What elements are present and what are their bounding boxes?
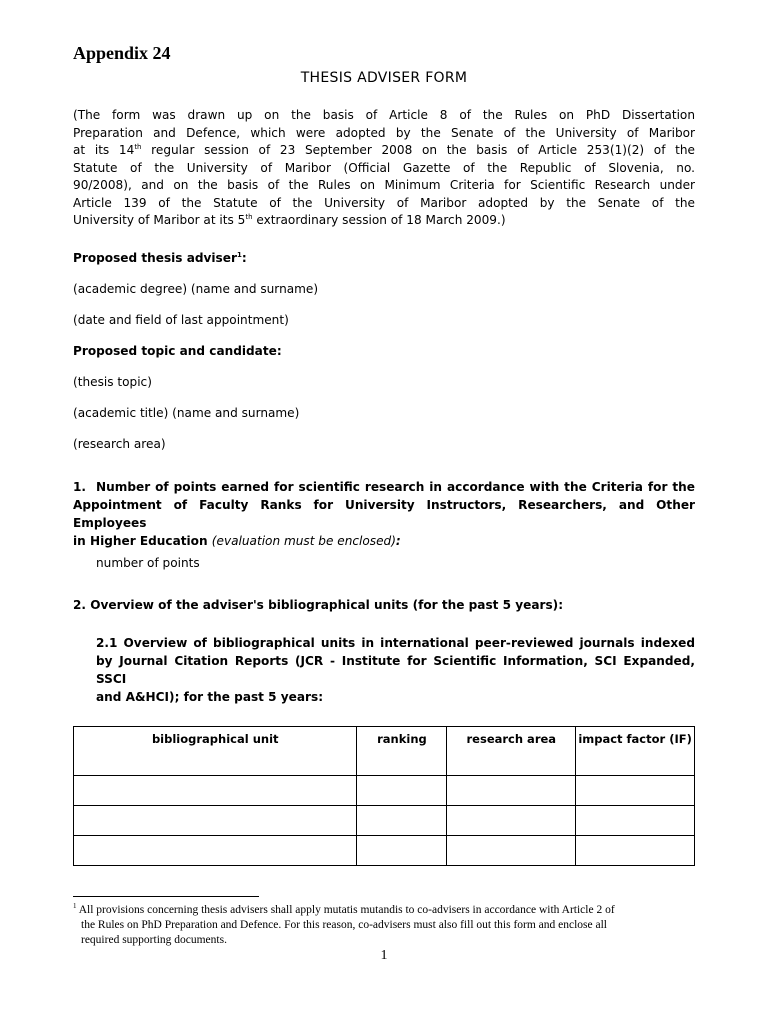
bibliographical-units-table	[73, 726, 695, 866]
table-header-row	[74, 727, 695, 776]
intro-line: Statute of the University of Maribor (Official Gazette of the Republic of Slovenia, no.	[73, 160, 695, 175]
adviser-heading: Proposed thesis adviser$^1$:	[73, 251, 247, 265]
topic-heading: Proposed topic and candidate:	[73, 344, 282, 358]
column-header-ranking: ranking	[357, 727, 447, 776]
intro-line: 90/2008), and on the basis of the Rules on Minimum Criteria for Scientific Research under	[73, 178, 695, 192]
page-number: 1	[380, 948, 388, 963]
footnote-ref: 1	[236, 251, 242, 259]
column-header-impact-factor: impact factor (IF)	[576, 727, 695, 776]
form-title: THESIS ADVISER FORM	[300, 70, 468, 86]
adviser-appointment-field: (date and field of last appointment)	[73, 313, 289, 327]
appendix-label: Appendix 24	[73, 43, 171, 63]
footnote: $^1$ All provisions concerning thesis advisers shall apply mutatis mutandis to co-advisers in accordance with Article 2 of the Rules on PhD Preparation and Defence. For this reason, co-advisers must also fill out this form and enclose all required supporting documents.	[73, 902, 615, 946]
candidate-field: (academic title) (name and surname)	[73, 406, 300, 420]
intro-paragraph	[73, 107, 695, 230]
table-cell[interactable]	[74, 776, 357, 806]
intro-line: (The form was drawn up on the basis of Article 8 of the Rules on PhD Dissertation	[73, 108, 695, 122]
thesis-topic-field: (thesis topic)	[73, 375, 152, 389]
number-of-points-field: number of points	[96, 556, 200, 570]
intro-line: University of Maribor at its 5th extraordinary session of 18 March 2009.)	[73, 213, 506, 227]
table-cell[interactable]	[357, 776, 447, 806]
intro-line: Preparation and Defence, which were adopted by the Senate of the University of Maribor	[73, 125, 695, 140]
table-cell[interactable]	[447, 776, 576, 806]
table-row	[74, 776, 695, 806]
intro-line: at its 14th regular session of 23 September 2008 on the basis of Article 253(1)(2) of the	[73, 143, 695, 157]
footnote-divider	[73, 896, 259, 897]
table-cell[interactable]	[576, 836, 695, 866]
table-cell[interactable]	[74, 836, 357, 866]
table-cell[interactable]	[576, 776, 695, 806]
table-cell[interactable]	[357, 806, 447, 836]
section-1-heading: 1. Number of points earned for scientific research in accordance with the Criteria for the Appointment of Faculty Ranks for University Instructors, Researchers, and Other Employees in Higher Education (evaluation must be enclosed):	[73, 480, 695, 548]
column-header-research-area: research area	[447, 727, 576, 776]
section-2-heading: 2. Overview of the adviser's bibliographical units (for the past 5 years):	[73, 598, 564, 612]
table-cell[interactable]	[447, 836, 576, 866]
intro-line: Article 139 of the Statute of the University of Maribor adopted by the Senate of the	[73, 195, 695, 210]
table-row	[74, 836, 695, 866]
table-row	[74, 806, 695, 836]
table-cell[interactable]	[74, 806, 357, 836]
research-area-field: (research area)	[73, 437, 166, 451]
section-2-1-heading: 2.1 Overview of bibliographical units in international peer-reviewed journals indexed by Journal Citation Reports (JCR - Institute for Scientific Information, SCI Expanded, SSCI and A&HCI); for the past 5 years:	[96, 636, 695, 704]
table-cell[interactable]	[357, 836, 447, 866]
column-header-bibliographical-unit: bibliographical unit	[74, 727, 357, 776]
table-cell[interactable]	[447, 806, 576, 836]
footnote-marker: 1	[73, 902, 77, 910]
adviser-degree-name-field: (academic degree) (name and surname)	[73, 282, 319, 296]
table-cell[interactable]	[576, 806, 695, 836]
